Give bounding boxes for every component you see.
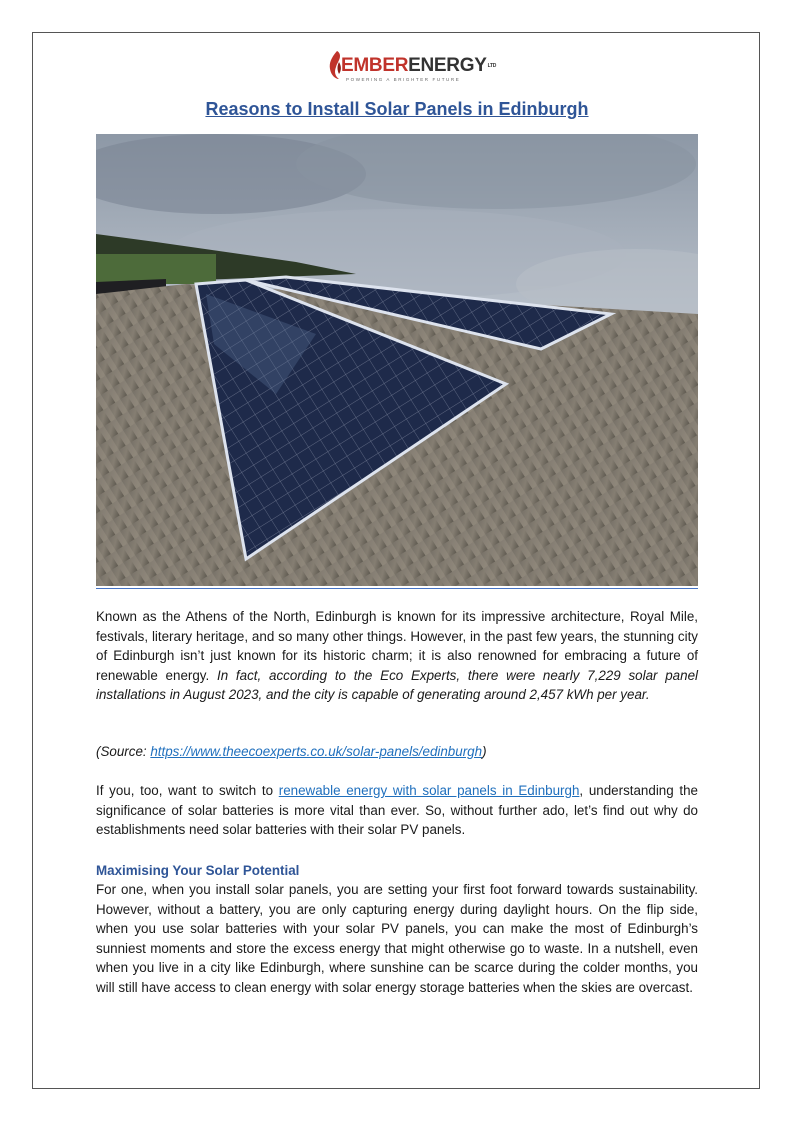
intro-stat-italic: In fact, according to the Eco Experts, there were nearly 7,229 solar panel installations in August 2023, and the city is capable of generating around 2,457 kWh per year. — [96, 667, 698, 702]
logo-word-energy: ENERGY — [408, 55, 487, 76]
intro-paragraph — [96, 607, 698, 705]
page-title: Reasons to Install Solar Panels in Edinburgh — [205, 99, 589, 119]
image-divider — [96, 588, 698, 589]
source-link[interactable]: https://www.theecoexperts.co.uk/solar-panels/edinburgh — [150, 744, 483, 759]
logo-ltd: LTD — [487, 63, 497, 69]
source-suffix: ) — [482, 744, 487, 759]
solar-panels-edinburgh-link[interactable]: renewable energy with solar panels in Edinburgh — [278, 783, 580, 798]
batteries-paragraph — [96, 781, 698, 840]
hero-image — [96, 134, 698, 586]
batteries-text-after: , understanding the significance of solar batteries is more vital than ever. So, without further ado, let’s find out why do establishments need solar batteries with their solar PV panels. — [96, 783, 698, 837]
logo-wordmark — [341, 55, 496, 77]
intro-text: Known as the Athens of the North, Edinburgh is known for its impressive architecture, Royal Mile, festivals, literary heritage, and so many other things. However, in the past few years, the stunning city of Edinburgh isn’t just known for its historic charm; it is also renowned for embracing a future of renewable energy. — [96, 609, 698, 683]
logo-tagline: POWERING A BRIGHTER FUTURE — [346, 77, 461, 82]
section-paragraph: For one, when you install solar panels, you are setting your first foot forward towards sustainability. However, without a battery, you are only capturing energy during daylight hours. On the flip side, when you use solar batteries with your solar PV panels, you can make the most of Edinburgh’s sunniest moments and store the excess energy that might otherwise go to waste. In a nutshell, even when you live in a city like Edinburgh, where sunshine can be scarce during the colder months, you will still have access to clean energy with solar energy storage batteries when the skies are overcast. — [96, 882, 698, 995]
solar-panel-roof-photo-icon — [96, 134, 698, 586]
section-heading: Maximising Your Solar Potential — [96, 863, 300, 878]
source-prefix: (Source: — [96, 744, 151, 759]
logo-word-ember: EMBER — [341, 55, 409, 76]
ember-energy-logo[interactable] — [328, 50, 497, 86]
batteries-text-before: If you, too, want to switch to — [96, 783, 279, 798]
source-citation — [96, 742, 698, 762]
